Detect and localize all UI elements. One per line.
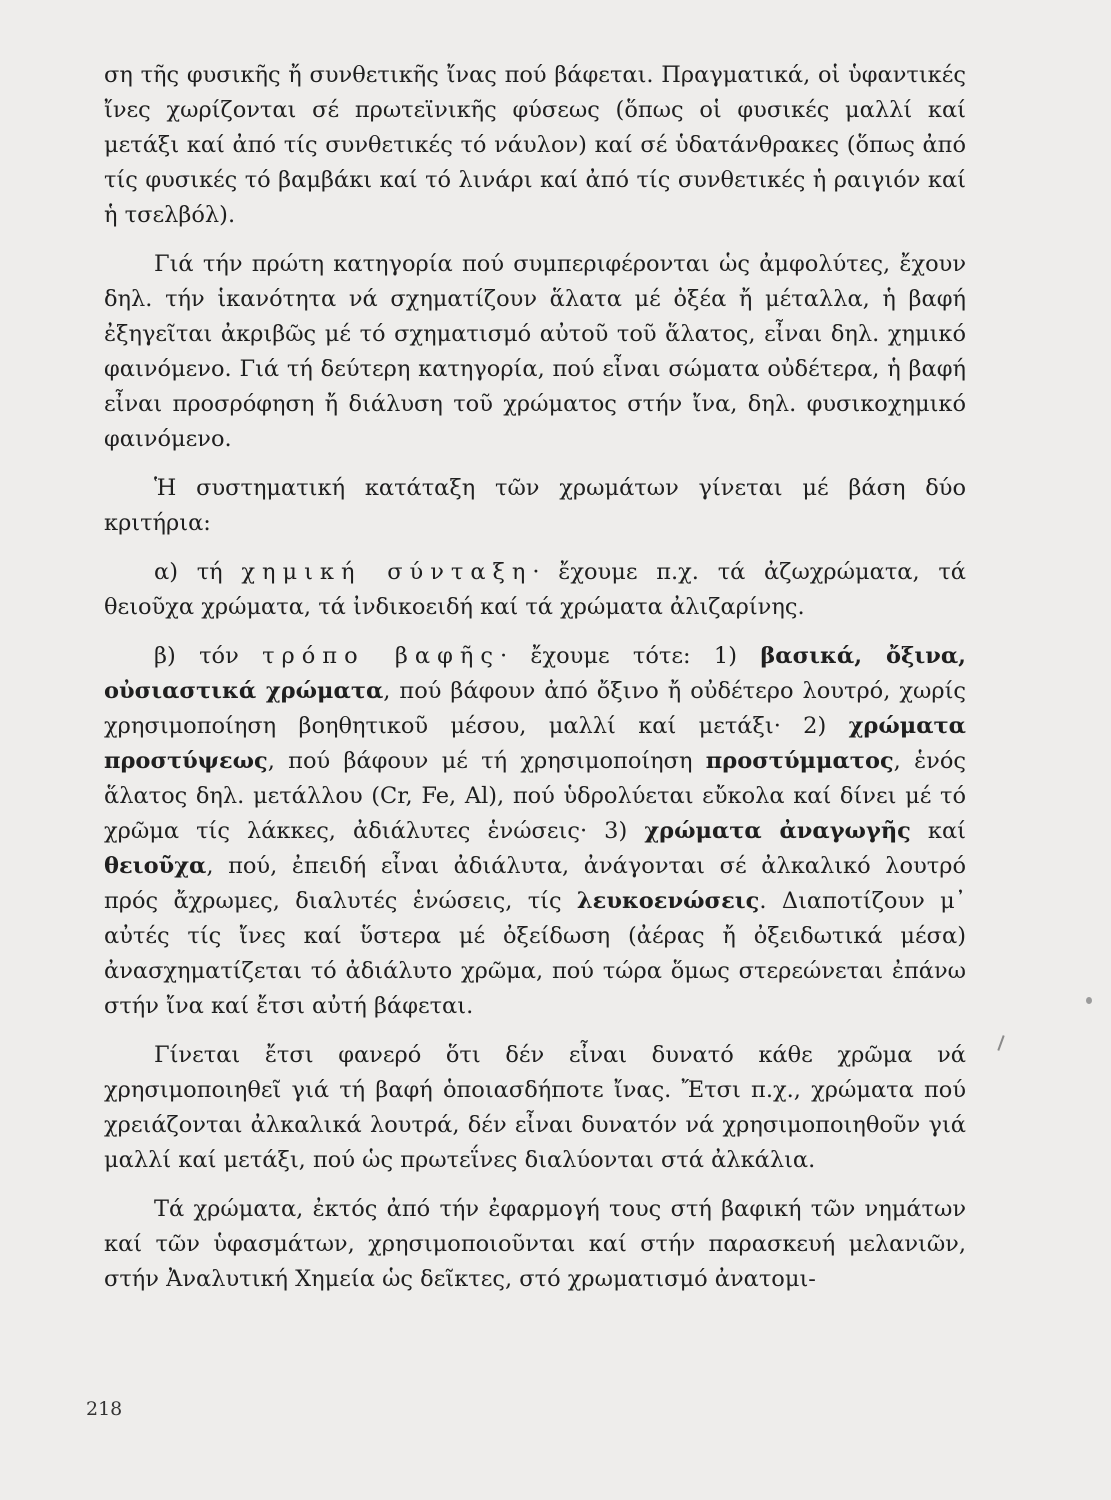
criterion-b-text: , πού, ἐπειδή εἶναι ἀδιάλυτα, ἀνάγονται σέ ἀλκαλικό λουτρό πρός ἄχρωμες, διαλυτές ἑνώσεις, τίς — [104, 853, 966, 914]
criterion-b-text: καί — [910, 818, 967, 844]
criterion-b — [104, 639, 966, 1024]
paragraph-text: ση τῆς φυσικῆς ἤ συνθετικῆς ἴνας πού βάφεται. Πραγματικά, οἱ ὑφαντικές ἴνες χωρίζονται σέ πρωτεϊνικῆς φύσεως (ὅπως οἱ φυσικές μαλλί καί μετάξι καί ἀπό τίς συνθετικές τό νάυλον) καί σέ ὑδατάνθρακες (ὅπως ἀπό τίς φυσικές τό βαμβάκι καί τό λινάρι καί ἀπό τίς συνθετικές ἡ ραιγιόν καί ἡ τσελβόλ). — [104, 62, 966, 228]
paragraph-text: Ἡ συστηματική κατάταξη τῶν χρωμάτων γίνεται μέ βάση δύο κριτήρια: — [104, 475, 966, 536]
paper-speck — [1086, 997, 1092, 1004]
criterion-a-text: · ἔχουμε π.χ. τά ἀζωχρώματα, τά θειοῦχα χρώματα, τά ἰνδικοειδή καί τά χρώματα ἀλιζαρίνης. — [104, 559, 966, 620]
criterion-a — [104, 555, 966, 625]
criterion-b-emphasis: τρόπο βαφῆς — [262, 643, 500, 669]
term-mordant-dyes: χρώματα προστύψεως — [104, 713, 966, 774]
term-mordant: προστύμματος — [705, 748, 894, 774]
paragraph-amphoteric — [104, 247, 966, 457]
criterion-b-text: , πού βάφουν ἀπό ὄξινο ἤ οὐδέτερο λουτρό, χωρίς χρησιμοποίηση βοηθητικοῦ μέσου, μαλλί καί μετάξι· 2) — [104, 678, 966, 739]
paragraph-classification — [104, 471, 966, 541]
criterion-a-prefix: α) τή — [154, 559, 242, 585]
paragraph-suitability — [104, 1038, 966, 1178]
paper-mark — [997, 1035, 1004, 1051]
paragraph-continuation — [104, 58, 966, 233]
term-sulfur-dyes: θειοῦχα — [104, 853, 207, 879]
page-body — [104, 58, 966, 1311]
paragraph-text: Γιά τήν πρώτη κατηγορία πού συμπεριφέρονται ὡς ἀμφολύτες, ἔχουν δηλ. τήν ἱκανότητα νά σχηματίζουν ἅλατα μέ ὀξέα ἤ μέταλλα, ἡ βαφή ἐξηγεῖται ἀκριβῶς μέ τό σχηματισμό αὐτοῦ τοῦ ἅλατος, εἶναι δηλ. χημικό φαινόμενο. Γιά τή δεύτερη κατηγορία, πού εἶναι σώματα οὐδέτερα, ἡ βαφή εἶναι προσρόφηση ἤ διάλυση τοῦ χρώματος στήν ἴνα, δηλ. φυσικοχημικό φαινόμενο. — [104, 251, 966, 452]
criterion-a-emphasis: χημική σύνταξη — [241, 559, 533, 585]
term-basic-acid-direct: βασικά, ὄξινα, οὐσιαστικά χρώματα — [104, 643, 967, 704]
paragraph-text: Τά χρώματα, ἐκτός ἀπό τήν ἐφαρμογή τους στή βαφική τῶν νημάτων καί τῶν ὑφασμάτων, χρησιμοποιοῦνται καί στήν παρασκευή μελανιῶν, στήν Ἀναλυτική Χημεία ὡς δεῖκτες, στό χρωματισμό ἀνατομι- — [104, 1196, 966, 1292]
criterion-b-text: . Διαποτίζουν μ᾿ αὐτές τίς ἴνες καί ὕστερα μέ ὀξείδωση (ἀέρας ἤ ὀξειδωτικά μέσα) ἀνασχηματίζεται τό ἀδιάλυτο χρῶμα, πού τώρα ὅμως στερεώνεται ἐπάνω στήν ἴνα καί ἔτσι αὐτή βάφεται. — [104, 888, 966, 1019]
criterion-b-prefix: β) τόν — [154, 643, 263, 669]
criterion-b-text: · ἔχουμε τότε: 1) — [499, 643, 761, 669]
paragraph-other-uses — [104, 1192, 966, 1297]
paragraph-text: Γίνεται ἔτσι φανερό ὅτι δέν εἶναι δυνατό κάθε χρῶμα νά χρησιμοποιηθεῖ γιά τή βαφή ὁποιασδήποτε ἴνας. Ἔτσι π.χ., χρώματα πού χρειάζονται ἀλκαλικά λουτρά, δέν εἶναι δυνατόν νά χρησιμοποιηθοῦν γιά μαλλί καί μετάξι, πού ὡς πρωτεΐνες διαλύονται στά ἀλκάλια. — [104, 1042, 966, 1173]
term-leuco-compounds: λευκοενώσεις — [576, 888, 760, 914]
criterion-b-text: , ἑνός ἅλατος δηλ. μετάλλου (Cr, Fe, Al), πού ὑδρολύεται εὔκολα καί δίνει μέ τό χρῶμα τίς λάκκες, ἀδιάλυτες ἑνώσεις· 3) — [104, 748, 966, 844]
term-vat-dyes: χρώματα ἀναγωγῆς — [644, 818, 911, 844]
criterion-b-text: , πού βάφουν μέ τή χρησιμοποίηση — [267, 748, 706, 774]
page-number: 218 — [86, 1398, 123, 1420]
